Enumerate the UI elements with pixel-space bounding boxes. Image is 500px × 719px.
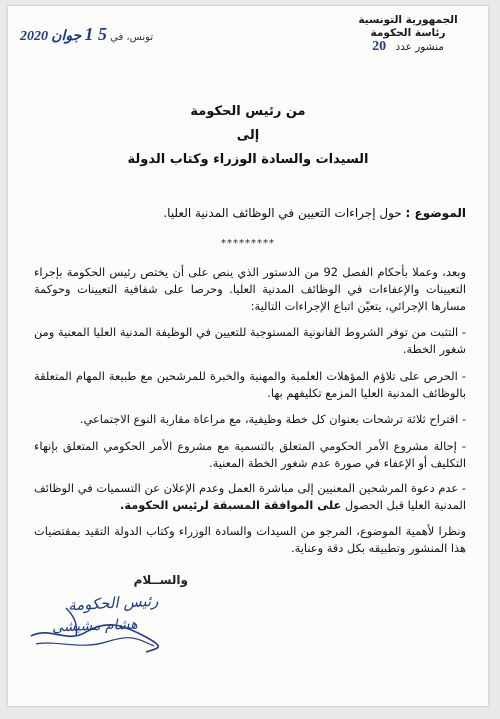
circular-line bbox=[338, 40, 478, 54]
circular-label: منشور عدد bbox=[395, 41, 444, 53]
date-year: 2020 bbox=[20, 29, 48, 44]
date-line bbox=[20, 24, 153, 45]
signature-title: رئيس الحكومة bbox=[67, 591, 159, 615]
from-line: من رئيس الحكومة bbox=[190, 104, 306, 119]
document-page bbox=[8, 6, 488, 706]
to-line: إلى bbox=[236, 128, 260, 143]
paragraph-qualifications: - الحرص على تلاؤم المؤهلات العلمية والمهنية والخبرة للمرشحين مع طبيعة المهام المتعلقة بالوظائف المدنية العليا المزمع تكليفهم بها. bbox=[34, 369, 466, 400]
date-month: جوان bbox=[51, 29, 82, 44]
approval-bold-text: على الموافقة المسبقة لرئيس الحكومة. bbox=[120, 498, 342, 512]
signature-name: هشام مشيشي bbox=[52, 616, 139, 636]
approval-text: - عدم دعوة المرشحين المعنيين إلى مباشرة العمل وعدم الإعلان عن التسميات في الوظائف المدنية العليا قبل الحصول bbox=[34, 481, 466, 512]
republic-name: الجمهورية التونسية bbox=[358, 14, 458, 26]
date-day: 5 1 bbox=[84, 24, 107, 44]
closing-salutation: والســلام bbox=[133, 573, 188, 587]
subject-label: الموضوع : bbox=[405, 206, 466, 220]
paragraph-decree: - إحالة مشروع الأمر الحكومي المتعلق بالتسمية مع مشروع الأمر الحكومي المتعلق بإنهاء التكليف أو الإعفاء في صورة عدم شغور الخطة المعنية. bbox=[34, 439, 466, 470]
paragraph-candidates: - اقتراح ثلاثة ترشحات بعنوان كل خطة وظيفية، مع مراعاة مقاربة النوع الاجتماعي. bbox=[79, 412, 466, 426]
paragraph-approval bbox=[34, 480, 466, 514]
recipients-line: السيدات والسادة الوزراء وكتاب الدولة bbox=[127, 152, 369, 167]
subject-line bbox=[26, 206, 466, 220]
circular-number: 20 bbox=[372, 39, 387, 54]
paragraph-conditions: - التثبت من توفر الشروط القانونية المستوجبة للتعيين في الوظيفة المدنية العليا المعنية ومن شغور الخطة. bbox=[34, 325, 466, 356]
letterhead bbox=[338, 14, 478, 54]
subject-text: حول إجراءات التعيين في الوظائف المدنية العليا. bbox=[163, 206, 402, 220]
separator: ********* bbox=[221, 238, 275, 249]
intro-paragraph: وبعد، وعملا بأحكام الفصل 92 من الدستور الذي ينص على أن يختص رئيس الحكومة بإجراء التعيينات والإعفاءات في الوظائف المدنية العليا. وحرصا على شفافية التعيينات وحوكمة مسارها الإجرائي، يتعيّن اتباع الإجراءات التالية: bbox=[34, 265, 466, 313]
presidency-name: رئاسة الحكومة bbox=[370, 27, 446, 39]
closing-paragraph: ونظرا لأهمية الموضوع، المرجو من السيدات والسادة الوزراء وكتاب الدولة التقيد بمقتضيات هذا المنشور وتطبيقه بكل دقة وعناية. bbox=[34, 524, 466, 555]
place-label: تونس، في bbox=[110, 32, 154, 43]
